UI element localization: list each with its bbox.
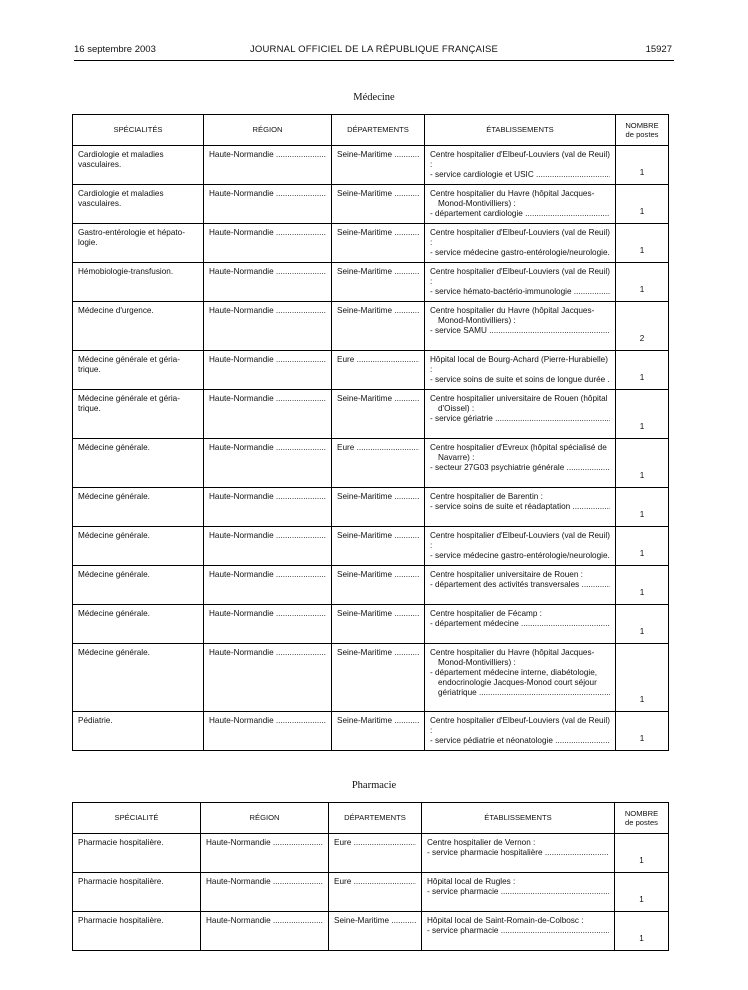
specialite-text: Médecine générale. [78, 443, 150, 452]
specialite-text: Pharmacie hospitalière. [78, 916, 164, 925]
etablissement-cell [425, 439, 616, 488]
region-text: Haute-Normandie ..... [206, 877, 323, 887]
departement-text: Seine-Maritime ..... [337, 492, 419, 502]
nombre-cell [616, 644, 669, 712]
specialite-text: Médecine générale et géria- [78, 355, 180, 364]
etablissement-text: Centre hospitalier du Havre (hôpital Jacques- [430, 189, 595, 198]
departement-cell [332, 185, 425, 224]
departement-cell [332, 527, 425, 566]
specialite-text: Médecine générale et géria- [78, 394, 180, 403]
region-text: Haute-Normandie ..... [209, 492, 326, 502]
region-text: Haute-Normandie ..... [206, 916, 323, 926]
col-header-nombre-line2: de postes [625, 130, 659, 139]
departement-cell [329, 873, 422, 912]
nombre-value: 1 [639, 734, 645, 743]
nombre-value: 1 [639, 471, 645, 480]
region-text: Haute-Normandie ..... [209, 306, 326, 316]
region-text: Haute-Normandie ..... [209, 443, 326, 453]
region-cell [204, 527, 332, 566]
specialite-cell [73, 224, 204, 263]
specialite-text: logie. [78, 238, 98, 247]
specialite-text: Pharmacie hospitalière. [78, 838, 164, 847]
etablissement-text: Centre hospitalier d'Elbeuf-Louviers (val de Reuil) : [430, 716, 610, 735]
nombre-value: 1 [639, 246, 645, 255]
departement-cell [332, 712, 425, 751]
specialite-text: Gastro-entérologie et hépato- [78, 228, 185, 237]
region-cell [204, 488, 332, 527]
departement-cell [332, 605, 425, 644]
nombre-cell [616, 527, 669, 566]
specialite-text: Hémobiologie-transfusion. [78, 267, 174, 276]
region-text: Haute-Normandie ..... [209, 394, 326, 404]
specialite-text: Cardiologie et maladies [78, 150, 164, 159]
etablissement-text: d'Oissel) : [438, 404, 475, 413]
region-text: Haute-Normandie ..... [209, 609, 326, 619]
departement-text: Seine-Maritime ..... [337, 228, 419, 238]
etablissement-text: - secteur 27G03 psychiatrie générale ..... [430, 463, 610, 473]
nombre-cell [616, 263, 669, 302]
departement-cell [329, 912, 422, 951]
nombre-cell [615, 873, 669, 912]
region-cell [204, 185, 332, 224]
specialite-cell [73, 263, 204, 302]
table-row [73, 263, 669, 302]
specialite-cell [73, 185, 204, 224]
specialite-cell [73, 644, 204, 712]
specialite-cell [73, 146, 204, 185]
specialite-text: vasculaires. [78, 160, 122, 169]
departement-text: Eure ..... [334, 877, 416, 887]
col-header-region: RÉGION [201, 803, 329, 834]
col-header-departements: DÉPARTEMENTS [332, 115, 425, 146]
etablissement-text: Navarre) : [438, 453, 475, 462]
region-cell [204, 302, 332, 351]
specialite-cell [73, 302, 204, 351]
specialite-text: trique. [78, 365, 101, 374]
table-row [73, 873, 669, 912]
departement-text: Seine-Maritime ..... [337, 570, 419, 580]
etablissement-text: gériatrique ..... [430, 688, 610, 698]
specialite-text: vasculaires. [78, 199, 122, 208]
etablissement-text: Centre hospitalier d'Elbeuf-Louviers (val de Reuil) : [430, 228, 610, 247]
nombre-value: 1 [639, 895, 644, 904]
specialite-cell [73, 566, 204, 605]
etablissement-text: Hôpital local de Saint-Romain-de-Colbosc : [427, 916, 584, 925]
table-row [73, 527, 669, 566]
table-row [73, 644, 669, 712]
etablissement-cell [425, 185, 616, 224]
departement-text: Seine-Maritime ..... [337, 394, 419, 404]
table-row [73, 351, 669, 390]
etablissement-cell [425, 351, 616, 390]
col-header-region: RÉGION [204, 115, 332, 146]
specialite-cell [73, 351, 204, 390]
etablissement-text: - département cardiologie ..... [430, 209, 610, 219]
etablissement-cell [425, 566, 616, 605]
departement-cell [332, 644, 425, 712]
departement-text: Seine-Maritime ..... [337, 306, 419, 316]
table-row [73, 390, 669, 439]
nombre-cell [615, 834, 669, 873]
table-header-row [73, 115, 669, 146]
etablissement-text: Centre hospitalier de Fécamp : [430, 609, 542, 618]
region-cell [204, 566, 332, 605]
etablissement-text: Centre hospitalier d'Evreux (hôpital spécialisé de [430, 443, 607, 452]
etablissement-text: Centre hospitalier du Havre (hôpital Jacques- [430, 306, 595, 315]
table-row [73, 146, 669, 185]
departement-text: Seine-Maritime ..... [334, 916, 416, 926]
table-header-row [73, 803, 669, 834]
table-row [73, 185, 669, 224]
etablissement-cell [422, 873, 615, 912]
specialite-text: Cardiologie et maladies [78, 189, 164, 198]
pharmacie-table [72, 802, 669, 951]
etablissement-text: - département médecine interne, diabétologie, [430, 668, 598, 677]
region-cell [204, 605, 332, 644]
region-cell [201, 873, 329, 912]
region-cell [201, 834, 329, 873]
col-header-etablissements: ÉTABLISSEMENTS [425, 115, 616, 146]
departement-text: Eure ..... [334, 838, 416, 848]
etablissement-cell [422, 912, 615, 951]
departement-cell [332, 488, 425, 527]
medecine-table [72, 114, 669, 751]
specialite-text: trique. [78, 404, 101, 413]
departement-cell [329, 834, 422, 873]
region-text: Haute-Normandie ..... [209, 648, 326, 658]
specialite-text: Médecine générale. [78, 492, 150, 501]
etablissement-text: - service soins de suite et soins de longue durée ..... [430, 375, 610, 385]
etablissement-text: Centre hospitalier d'Elbeuf-Louviers (val de Reuil) : [430, 267, 610, 286]
nombre-value: 1 [639, 934, 644, 943]
specialite-text: Médecine générale. [78, 609, 150, 618]
nombre-cell [616, 390, 669, 439]
specialite-cell [73, 488, 204, 527]
etablissement-cell [425, 390, 616, 439]
region-cell [204, 224, 332, 263]
specialite-cell [73, 912, 201, 951]
specialite-cell [73, 834, 201, 873]
nombre-value: 1 [639, 168, 645, 177]
etablissement-text: Centre hospitalier d'Elbeuf-Louviers (val de Reuil) : [430, 531, 610, 550]
specialite-text: Médecine générale. [78, 648, 150, 657]
specialite-cell [73, 527, 204, 566]
table-row [73, 302, 669, 351]
etablissement-text: - service hémato-bactério-immunologie ..... [430, 287, 610, 297]
etablissement-text: - service cardiologie et USIC ..... [430, 170, 610, 180]
etablissement-text: - service médecine gastro-entérologie/neurologie. ..... [430, 551, 610, 561]
departement-text: Seine-Maritime ..... [337, 609, 419, 619]
departement-text: Seine-Maritime ..... [337, 648, 419, 658]
table-row [73, 834, 669, 873]
etablissement-text: - service pédiatrie et néonatologie ..... [430, 736, 610, 746]
nombre-cell [616, 605, 669, 644]
etablissement-cell [425, 488, 616, 527]
etablissement-text: Monod-Montivilliers) : [438, 658, 516, 667]
etablissement-cell [425, 712, 616, 751]
col-header-departements: DÉPARTEMENTS [329, 803, 422, 834]
departement-cell [332, 302, 425, 351]
page-header [74, 42, 674, 60]
specialite-text: Médecine générale. [78, 531, 150, 540]
etablissement-text: - service pharmacie ..... [427, 887, 609, 897]
nombre-cell [616, 351, 669, 390]
nombre-cell [616, 712, 669, 751]
nombre-value: 1 [639, 856, 644, 865]
specialite-cell [73, 712, 204, 751]
region-cell [204, 263, 332, 302]
etablissement-text: - département médecine ..... [430, 619, 610, 629]
etablissement-text: Centre hospitalier universitaire de Rouen (hôpital [430, 394, 608, 403]
nombre-value: 1 [639, 207, 645, 216]
region-text: Haute-Normandie ..... [209, 267, 326, 277]
specialite-cell [73, 439, 204, 488]
nombre-cell [616, 566, 669, 605]
etablissement-text: Centre hospitalier universitaire de Rouen : [430, 570, 583, 579]
nombre-value: 1 [639, 588, 645, 597]
etablissement-text: Monod-Montivilliers) : [438, 316, 516, 325]
departement-cell [332, 439, 425, 488]
col-header-nombre-line1: NOMBRE [625, 121, 659, 130]
medecine-section-title: Médecine [353, 92, 395, 103]
etablissement-cell [425, 605, 616, 644]
etablissement-cell [422, 834, 615, 873]
nombre-value: 1 [639, 549, 645, 558]
pharmacie-section-title: Pharmacie [351, 780, 397, 791]
nombre-value: 1 [639, 373, 645, 382]
region-cell [204, 439, 332, 488]
departement-cell [332, 390, 425, 439]
region-cell [204, 712, 332, 751]
etablissement-text: Centre hospitalier de Barentin : [430, 492, 543, 501]
nombre-cell [616, 146, 669, 185]
etablissement-cell [425, 224, 616, 263]
nombre-value: 2 [639, 334, 645, 343]
nombre-cell [616, 488, 669, 527]
departement-cell [332, 566, 425, 605]
departement-text: Seine-Maritime ..... [337, 150, 419, 160]
departement-text: Seine-Maritime ..... [337, 531, 419, 541]
specialite-cell [73, 873, 201, 912]
table-row [73, 912, 669, 951]
etablissement-text: - service pharmacie hospitalière ..... [427, 848, 609, 858]
etablissement-text: Centre hospitalier d'Elbeuf-Louviers (val de Reuil) : [430, 150, 610, 169]
etablissement-text: Hôpital local de Bourg-Achard (Pierre-Hurabielle) : [430, 355, 608, 374]
region-text: Haute-Normandie ..... [209, 716, 326, 726]
etablissement-text: - service gériatrie ..... [430, 414, 610, 424]
etablissement-cell [425, 263, 616, 302]
departement-cell [332, 263, 425, 302]
region-cell [204, 644, 332, 712]
nombre-value: 1 [639, 695, 645, 704]
nombre-value: 1 [639, 422, 645, 431]
region-text: Haute-Normandie ..... [209, 355, 326, 365]
nombre-cell [616, 439, 669, 488]
departement-text: Seine-Maritime ..... [337, 189, 419, 199]
etablissement-text: Centre hospitalier de Vernon : [427, 838, 536, 847]
specialite-text: Pédiatrie. [78, 716, 113, 725]
table-row [73, 439, 669, 488]
departement-text: Eure ..... [337, 443, 419, 453]
journal-title: JOURNAL OFFICIEL DE LA RÉPUBLIQUE FRANÇAISE [249, 44, 499, 55]
etablissement-text: - service soins de suite et réadaptation ..... [430, 502, 610, 512]
etablissement-text: Hôpital local de Rugles : [427, 877, 516, 886]
table-row [73, 566, 669, 605]
departement-cell [332, 224, 425, 263]
table-row [73, 712, 669, 751]
col-header-nombre [615, 803, 669, 834]
region-text: Haute-Normandie ..... [209, 150, 326, 160]
etablissement-cell [425, 527, 616, 566]
region-text: Haute-Normandie ..... [209, 570, 326, 580]
departement-text: Eure ..... [337, 355, 419, 365]
departement-text: Seine-Maritime ..... [337, 267, 419, 277]
region-text: Haute-Normandie ..... [209, 189, 326, 199]
page-number: 15927 [645, 44, 672, 55]
etablissement-text: - département des activités transversales ..... [430, 580, 610, 590]
region-text: Haute-Normandie ..... [209, 531, 326, 541]
nombre-value: 1 [639, 285, 645, 294]
table-row [73, 605, 669, 644]
region-cell [204, 146, 332, 185]
etablissement-cell [425, 146, 616, 185]
col-header-etablissements: ÉTABLISSEMENTS [422, 803, 615, 834]
etablissement-text: Monod-Montivilliers) : [438, 199, 516, 208]
etablissement-text: - service médecine gastro-entérologie/neurologie. ..... [430, 248, 610, 258]
region-cell [201, 912, 329, 951]
col-header-nombre-line1: NOMBRE [624, 809, 659, 818]
etablissement-text: - service pharmacie ..... [427, 926, 609, 936]
nombre-value: 1 [639, 510, 645, 519]
departement-text: Seine-Maritime ..... [337, 716, 419, 726]
specialite-cell [73, 390, 204, 439]
nombre-cell [616, 302, 669, 351]
etablissement-text: Centre hospitalier du Havre (hôpital Jacques- [430, 648, 595, 657]
header-rule [74, 60, 674, 61]
departement-cell [332, 146, 425, 185]
publication-date: 16 septembre 2003 [74, 44, 156, 55]
departement-cell [332, 351, 425, 390]
nombre-cell [616, 224, 669, 263]
nombre-cell [616, 185, 669, 224]
etablissement-text: endocrinologie Jacques-Monod court séjour [438, 678, 597, 687]
specialite-text: Médecine d'urgence. [78, 306, 154, 315]
col-header-specialite: SPÉCIALITÉ [73, 803, 201, 834]
specialite-text: Pharmacie hospitalière. [78, 877, 164, 886]
region-text: Haute-Normandie ..... [206, 838, 323, 848]
table-row [73, 224, 669, 263]
region-text: Haute-Normandie ..... [209, 228, 326, 238]
etablissement-cell [425, 644, 616, 712]
nombre-cell [615, 912, 669, 951]
etablissement-cell [425, 302, 616, 351]
col-header-nombre [616, 115, 669, 146]
specialite-text: Médecine générale. [78, 570, 150, 579]
col-header-nombre-line2: de postes [625, 818, 658, 827]
etablissement-text: - service SAMU ..... [430, 326, 610, 336]
region-cell [204, 390, 332, 439]
specialite-cell [73, 605, 204, 644]
nombre-value: 1 [639, 627, 645, 636]
col-header-specialites: SPÉCIALITÉS [73, 115, 204, 146]
region-cell [204, 351, 332, 390]
table-row [73, 488, 669, 527]
